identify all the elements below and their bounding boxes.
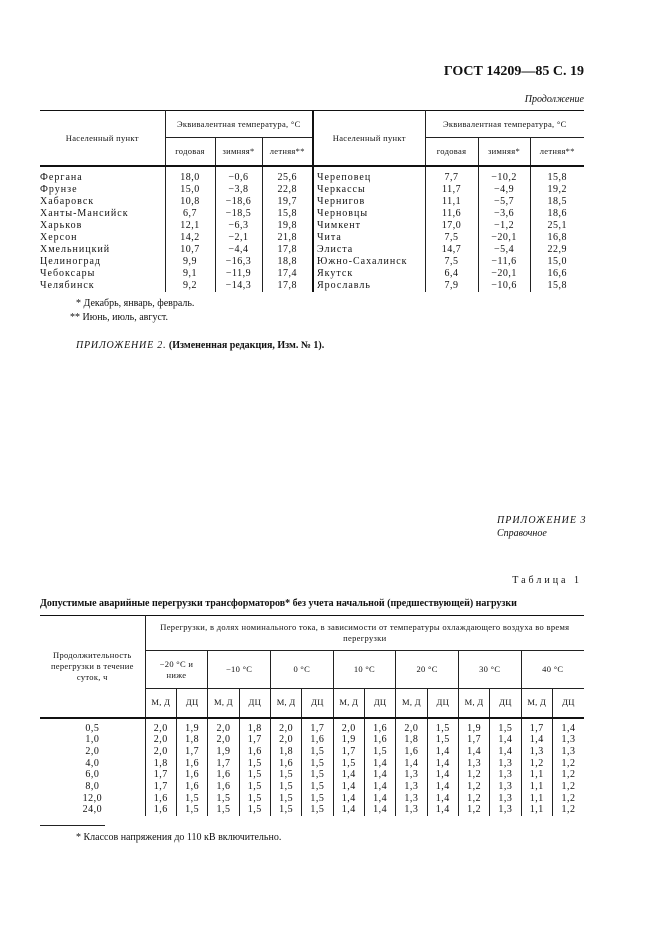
duration-cell: 2,0 (85, 745, 100, 757)
value-cell: 7,5 (425, 232, 478, 244)
value-cell: 1,3 (552, 746, 584, 758)
value-cell: −20,1 (478, 232, 530, 244)
value-cell: 1,7 (208, 758, 239, 770)
value-cell: 1,2 (521, 758, 552, 770)
value-cell: 1,4 (427, 804, 458, 816)
cooling-type-header: М, Д (521, 689, 552, 718)
value-cell: 2,0 (208, 734, 239, 746)
value-cell: −10,2 (478, 166, 530, 184)
value-cell: 1,4 (364, 758, 395, 770)
value-cell: 1,5 (364, 746, 395, 758)
col-group: Перегрузки, в долях номинального тока, в зависимости от температуры охлаждающего воздуха во время перегрузки (145, 616, 584, 651)
cooling-type-header: М, Д (208, 689, 239, 718)
place-name: Чита (313, 232, 425, 244)
place-name: Чебоксары (40, 267, 96, 279)
value-cell: 1,6 (302, 734, 333, 746)
value-cell: 1,1 (521, 769, 552, 781)
subcol-header: годовая (165, 138, 215, 166)
subcol-header: летняя** (262, 138, 313, 166)
value-cell: 1,5 (239, 781, 270, 793)
cooling-type-header: ДЦ (239, 689, 270, 718)
value-cell: 1,7 (302, 718, 333, 735)
value-cell: 1,4 (333, 781, 364, 793)
table-row (40, 196, 584, 208)
place-name: Ханты-Мансийск (40, 207, 129, 219)
value-cell: 1,1 (521, 781, 552, 793)
value-cell: 1,2 (552, 804, 584, 816)
place-name: Хабаровск (40, 195, 95, 207)
table-row (40, 280, 584, 292)
appendix2-note (76, 340, 324, 351)
value-cell: 22,8 (262, 184, 313, 196)
value-cell: 16,8 (530, 232, 584, 244)
value-cell: 1,4 (458, 746, 489, 758)
value-cell: 14,2 (165, 232, 215, 244)
cooling-type-header: М, Д (396, 689, 427, 718)
value-cell: 17,8 (262, 244, 313, 256)
value-cell: 1,4 (521, 734, 552, 746)
value-cell: 1,3 (458, 758, 489, 770)
value-cell: 1,5 (239, 769, 270, 781)
value-cell: 1,6 (145, 793, 176, 805)
value-cell: 1,6 (270, 758, 301, 770)
value-cell: 2,0 (145, 734, 176, 746)
place-name: Черновцы (313, 208, 425, 220)
appendix3-label: ПРИЛОЖЕНИЕ 3 (497, 515, 587, 526)
value-cell: 1,4 (427, 746, 458, 758)
value-cell: 16,6 (530, 268, 584, 280)
value-cell: 15,8 (530, 280, 584, 292)
value-cell: 19,8 (262, 220, 313, 232)
table-row (40, 184, 584, 196)
value-cell: 1,5 (270, 804, 301, 816)
value-cell: 1,5 (270, 793, 301, 805)
cooling-type-header: ДЦ (552, 689, 584, 718)
temperature-table (40, 110, 584, 292)
value-cell: −3,6 (478, 208, 530, 220)
table-row (40, 220, 584, 232)
value-cell: 15,0 (530, 256, 584, 268)
value-cell: 7,5 (425, 256, 478, 268)
value-cell: 2,0 (396, 718, 427, 735)
table-row (40, 793, 584, 805)
value-cell: 1,2 (458, 769, 489, 781)
table-row (40, 256, 584, 268)
value-cell: 1,5 (490, 718, 521, 735)
place-name: Харьков (40, 219, 83, 231)
value-cell: 1,1 (521, 793, 552, 805)
value-cell: −20,1 (478, 268, 530, 280)
value-cell: 1,3 (490, 769, 521, 781)
value-cell: 1,3 (396, 804, 427, 816)
value-cell: −0,6 (215, 166, 262, 184)
value-cell: 1,5 (302, 804, 333, 816)
value-cell: 1,8 (239, 718, 270, 735)
value-cell: 1,3 (490, 804, 521, 816)
table-row (40, 758, 584, 770)
value-cell: 2,0 (270, 718, 301, 735)
value-cell: 1,4 (552, 718, 584, 735)
value-cell: 6,4 (425, 268, 478, 280)
value-cell: −18,6 (215, 196, 262, 208)
value-cell: 1,7 (176, 746, 207, 758)
value-cell: 1,9 (176, 718, 207, 735)
value-cell: 1,4 (396, 758, 427, 770)
place-name: Челябинск (40, 279, 95, 291)
value-cell: 1,5 (302, 793, 333, 805)
value-cell: 11,6 (425, 208, 478, 220)
value-cell: 1,2 (458, 781, 489, 793)
value-cell: 22,9 (530, 244, 584, 256)
value-cell: 9,9 (165, 256, 215, 268)
value-cell: 2,0 (270, 734, 301, 746)
value-cell: 1,7 (145, 781, 176, 793)
value-cell: 1,9 (208, 746, 239, 758)
value-cell: 1,5 (302, 781, 333, 793)
place-name: Чернигов (313, 196, 425, 208)
value-cell: 1,5 (427, 734, 458, 746)
temp-header: −20 °С и ниже (145, 651, 208, 689)
duration-cell: 12,0 (82, 792, 103, 804)
value-cell: 10,7 (165, 244, 215, 256)
value-cell: 1,6 (176, 758, 207, 770)
value-cell: 1,5 (302, 746, 333, 758)
value-cell: 1,5 (270, 781, 301, 793)
place-name: Чимкент (313, 220, 425, 232)
temp-header: 0 °С (270, 651, 333, 689)
footnote: ** Июнь, июль, август. (70, 312, 169, 323)
value-cell: −5,4 (478, 244, 530, 256)
table-row (40, 166, 584, 184)
temp-header: 20 °С (396, 651, 459, 689)
value-cell: 1,9 (458, 718, 489, 735)
value-cell: 1,3 (396, 781, 427, 793)
value-cell: 7,7 (425, 166, 478, 184)
duration-cell: 0,5 (85, 722, 100, 734)
value-cell: 1,7 (458, 734, 489, 746)
value-cell: 1,4 (364, 804, 395, 816)
subcol-header: зимняя* (478, 138, 530, 166)
value-cell: 1,2 (458, 804, 489, 816)
value-cell: 1,6 (396, 746, 427, 758)
table-label: Таблица 1 (512, 575, 582, 586)
continuation-label: Продолжение (524, 94, 584, 105)
value-cell: 1,6 (239, 746, 270, 758)
table-row (40, 734, 584, 746)
value-cell: 1,4 (333, 769, 364, 781)
duration-cell: 8,0 (85, 781, 100, 793)
value-cell: −1,2 (478, 220, 530, 232)
value-cell: −11,6 (478, 256, 530, 268)
table2-title: Допустимые аварийные перегрузки трансформаторов* без учета начальной (предшествующей) нагрузки (40, 598, 517, 609)
value-cell: 1,9 (333, 734, 364, 746)
value-cell: 6,7 (165, 208, 215, 220)
cooling-type-header: ДЦ (490, 689, 521, 718)
value-cell: −5,7 (478, 196, 530, 208)
value-cell: 15,8 (262, 208, 313, 220)
table-row (40, 746, 584, 758)
value-cell: 1,4 (333, 804, 364, 816)
value-cell: 14,7 (425, 244, 478, 256)
value-cell: 1,5 (239, 804, 270, 816)
col-duration: Продолжительность перегрузки в течение суток, ч (40, 616, 145, 718)
place-name: Элиста (313, 244, 425, 256)
value-cell: 1,4 (427, 769, 458, 781)
value-cell: 15,8 (530, 166, 584, 184)
cooling-type-header: ДЦ (302, 689, 333, 718)
value-cell: 1,6 (176, 781, 207, 793)
value-cell: 1,8 (396, 734, 427, 746)
value-cell: 1,3 (396, 769, 427, 781)
place-name: Череповец (313, 166, 425, 184)
table-row (40, 769, 584, 781)
value-cell: 1,3 (490, 793, 521, 805)
value-cell: 1,4 (364, 793, 395, 805)
table-row (40, 804, 584, 816)
value-cell: 1,3 (521, 746, 552, 758)
value-cell: 1,4 (427, 758, 458, 770)
subcol-header: летняя** (530, 138, 584, 166)
value-cell: 1,5 (270, 769, 301, 781)
value-cell: 10,8 (165, 196, 215, 208)
value-cell: 17,8 (262, 280, 313, 292)
value-cell: 1,4 (364, 781, 395, 793)
value-cell: 1,6 (145, 804, 176, 816)
value-cell: 1,5 (302, 769, 333, 781)
value-cell: 1,2 (552, 769, 584, 781)
duration-cell: 4,0 (85, 757, 100, 769)
table-row (40, 268, 584, 280)
value-cell: −11,9 (215, 268, 262, 280)
cooling-type-header: М, Д (145, 689, 176, 718)
subcol-header: годовая (425, 138, 478, 166)
value-cell: 1,5 (333, 758, 364, 770)
value-cell: 1,4 (364, 769, 395, 781)
duration-cell: 24,0 (82, 804, 103, 816)
value-cell: 2,0 (208, 718, 239, 735)
temp-header: 30 °С (458, 651, 521, 689)
table-row (40, 781, 584, 793)
page-header: ГОСТ 14209—85 С. 19 (443, 64, 584, 79)
value-cell: 18,0 (165, 166, 215, 184)
value-cell: 1,4 (490, 746, 521, 758)
cooling-type-header: ДЦ (427, 689, 458, 718)
value-cell: 1,5 (176, 793, 207, 805)
value-cell: 1,6 (208, 781, 239, 793)
value-cell: −18,5 (215, 208, 262, 220)
value-cell: −16,3 (215, 256, 262, 268)
place-name: Херсон (40, 231, 78, 243)
value-cell: 1,7 (521, 718, 552, 735)
col-place: Населенный пункт (313, 111, 425, 166)
table-row (40, 244, 584, 256)
value-cell: 1,3 (490, 758, 521, 770)
table-row (40, 208, 584, 220)
value-cell: 15,0 (165, 184, 215, 196)
value-cell: 7,9 (425, 280, 478, 292)
value-cell: 11,7 (425, 184, 478, 196)
cooling-type-header: М, Д (458, 689, 489, 718)
value-cell: 2,0 (145, 746, 176, 758)
value-cell: −2,1 (215, 232, 262, 244)
value-cell: 1,2 (552, 758, 584, 770)
place-name: Фергана (40, 171, 83, 183)
value-cell: 1,1 (521, 804, 552, 816)
place-name: Хмельницкий (40, 243, 111, 255)
temp-header: 10 °С (333, 651, 396, 689)
value-cell: 18,8 (262, 256, 313, 268)
value-cell: 1,8 (270, 746, 301, 758)
value-cell: 21,8 (262, 232, 313, 244)
value-cell: 1,3 (396, 793, 427, 805)
col-group: Эквивалентная температура, °С (425, 111, 584, 138)
place-name: Черкассы (313, 184, 425, 196)
col-place: Населенный пункт (40, 111, 165, 166)
value-cell: 1,6 (208, 769, 239, 781)
duration-cell: 6,0 (85, 769, 100, 781)
value-cell: −4,9 (478, 184, 530, 196)
footnote-rule (40, 825, 105, 826)
value-cell: 1,8 (145, 758, 176, 770)
value-cell: 2,0 (333, 718, 364, 735)
place-name: Целиноград (40, 255, 101, 267)
value-cell: 1,5 (176, 804, 207, 816)
value-cell: 1,3 (552, 734, 584, 746)
value-cell: 17,0 (425, 220, 478, 232)
footnote: * Декабрь, январь, февраль. (76, 298, 195, 309)
value-cell: 1,4 (427, 781, 458, 793)
value-cell: 1,2 (552, 781, 584, 793)
value-cell: 1,6 (364, 734, 395, 746)
place-name: Фрунзе (40, 183, 78, 195)
temp-header: 40 °С (521, 651, 584, 689)
value-cell: 1,8 (176, 734, 207, 746)
cooling-type-header: М, Д (270, 689, 301, 718)
value-cell: −10,6 (478, 280, 530, 292)
value-cell: −6,3 (215, 220, 262, 232)
appendix3-sub: Справочное (497, 528, 547, 539)
overload-table (40, 615, 584, 816)
value-cell: 9,1 (165, 268, 215, 280)
value-cell: 1,7 (145, 769, 176, 781)
value-cell: 1,5 (302, 758, 333, 770)
cooling-type-header: ДЦ (176, 689, 207, 718)
value-cell: 1,4 (333, 793, 364, 805)
place-name: Якутск (313, 268, 425, 280)
value-cell: 19,7 (262, 196, 313, 208)
value-cell: 1,2 (552, 793, 584, 805)
table-row (40, 232, 584, 244)
value-cell: 17,4 (262, 268, 313, 280)
value-cell: 1,4 (427, 793, 458, 805)
value-cell: 25,6 (262, 166, 313, 184)
value-cell: 1,5 (427, 718, 458, 735)
value-cell: 1,5 (239, 758, 270, 770)
duration-cell: 1,0 (85, 734, 100, 746)
value-cell: 9,2 (165, 280, 215, 292)
subcol-header: зимняя* (215, 138, 262, 166)
value-cell: 11,1 (425, 196, 478, 208)
value-cell: 1,5 (239, 793, 270, 805)
value-cell: 25,1 (530, 220, 584, 232)
value-cell: 1,2 (458, 793, 489, 805)
col-group: Эквивалентная температура, °С (165, 111, 313, 138)
table-row (40, 718, 584, 735)
value-cell: 19,2 (530, 184, 584, 196)
value-cell: 18,5 (530, 196, 584, 208)
value-cell: −4,4 (215, 244, 262, 256)
cooling-type-header: М, Д (333, 689, 364, 718)
value-cell: −3,8 (215, 184, 262, 196)
value-cell: 18,6 (530, 208, 584, 220)
value-cell: 2,0 (145, 718, 176, 735)
value-cell: 1,6 (364, 718, 395, 735)
appendix2-edit: (Измененная редакция, Изм. № 1). (168, 340, 325, 351)
value-cell: 1,4 (490, 734, 521, 746)
cooling-type-header: ДЦ (364, 689, 395, 718)
value-cell: −14,3 (215, 280, 262, 292)
value-cell: 1,5 (208, 793, 239, 805)
value-cell: 1,3 (490, 781, 521, 793)
temp-header: −10 °С (208, 651, 271, 689)
value-cell: 12,1 (165, 220, 215, 232)
appendix2-label: ПРИЛОЖЕНИЕ 2. (76, 340, 167, 351)
value-cell: 1,6 (176, 769, 207, 781)
value-cell: 1,5 (208, 804, 239, 816)
place-name: Ярославль (313, 280, 425, 292)
place-name: Южно-Сахалинск (313, 256, 425, 268)
value-cell: 1,7 (333, 746, 364, 758)
value-cell: 1,7 (239, 734, 270, 746)
footnote: * Классов напряжения до 110 кВ включительно. (76, 832, 282, 843)
